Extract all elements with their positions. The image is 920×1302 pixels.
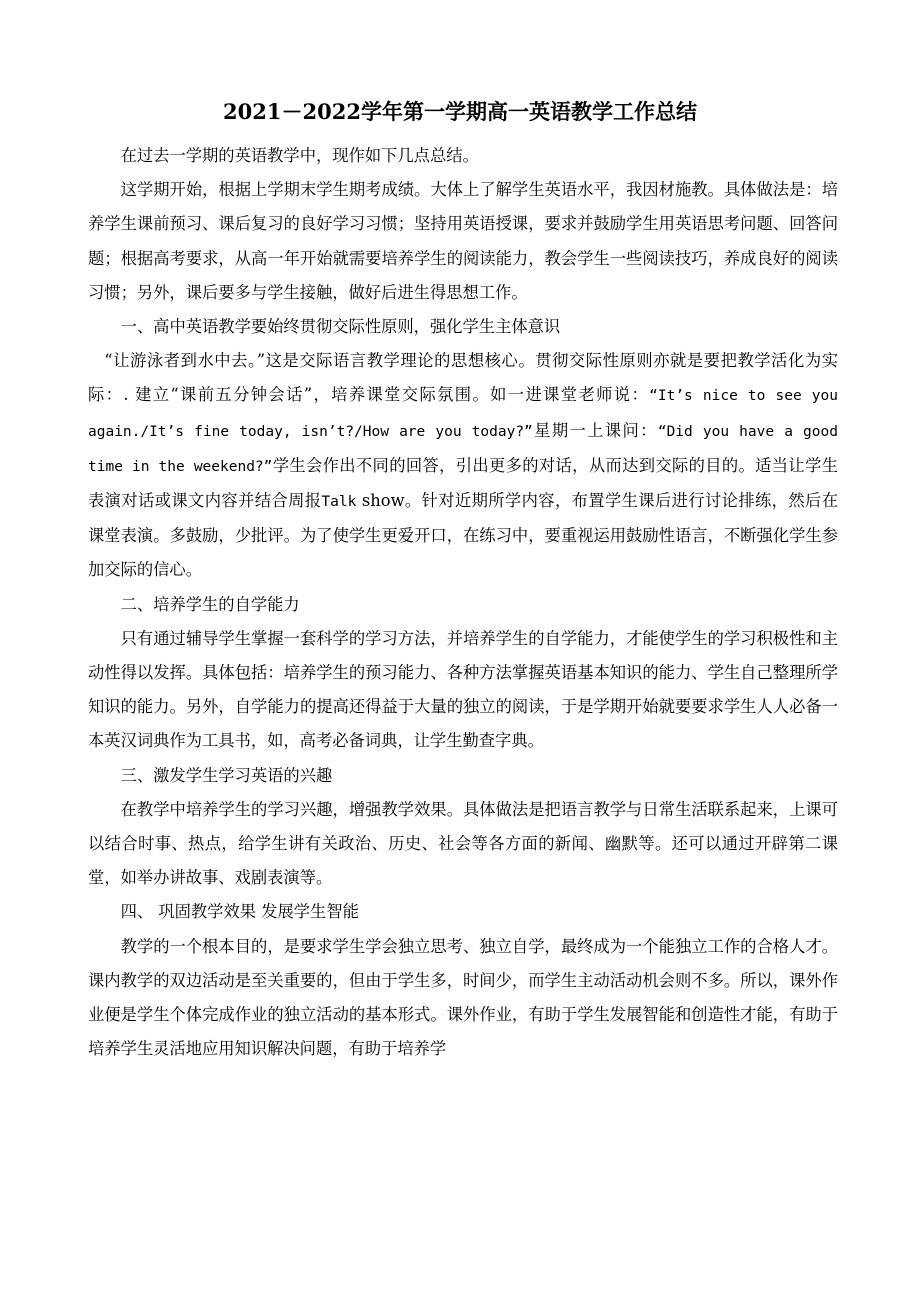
interest-paragraph: 在教学中培养学生的学习兴趣，增强教学效果。具体做法是把语言教学与日常生活联系起来，上课可以结合时事、热点，给学生讲有关政治、历史、社会等各方面的新闻、幽默等。还可以通过开辟第二课堂，如举办讲故事、戏剧表演等。 bbox=[88, 799, 838, 888]
document-title: 2021－2022学年第一学期高一英语教学工作总结 bbox=[223, 99, 697, 124]
communication-text-a: “让游泳者到水中去。”这是交际语言教学理论的思想核心。贯彻交际性原则亦就是要把教学活化为实际：. 建立“课前五分钟会话”，培养课堂交际氛围。如一进课堂老师说： bbox=[88, 351, 838, 405]
section-heading-3: 三、激发学生学习英语的兴趣 bbox=[120, 765, 333, 785]
communication-text-g: show。针对近期所学内容，布置学生课后进行讨论排练，然后在课堂表演。多鼓励，少批评。为了使学生更爱开口，在练习中，要重视运用鼓励性语言，不断强化学生参加交际的信心。 bbox=[88, 491, 838, 580]
english-dialogue-1: “It’s nice to see you again./It’s fine today, isn’t?/How are you today?” bbox=[88, 388, 838, 440]
document-body bbox=[88, 139, 838, 1066]
communication-text-c: 星期一上课问： bbox=[532, 420, 658, 440]
section-heading-2: 二、培养学生的自学能力 bbox=[120, 594, 300, 614]
consolidation-paragraph: 教学的一个根本目的，是要求学生学会独立思考、独立自学，最终成为一个能独立工作的合格人才。课内教学的双边活动是至关重要的，但由于学生多，时间少，而学生主动活动机会则不多。所以，课外作业便是学生个体完成作业的独立活动的基本形式。课外作业，有助于学生发展智能和创造性才能，有助于培养学生灵活地应用知识解决问题，有助于培养学 bbox=[88, 936, 838, 1059]
communication-paragraph bbox=[88, 344, 838, 587]
overview-paragraph: 这学期开始，根据上学期末学生期考成绩。大体上了解学生英语水平，我因材施教。具体做法是：培养学生课前预习、课后复习的良好学习习惯；坚持用英语授课，要求并鼓励学生用英语思考问题、回答问题；根据高考要求，从高一年开始就需要培养学生的阅读能力，教会学生一些阅读技巧，养成良好的阅读习惯；另外，课后要多与学生接触，做好后进生得思想工作。 bbox=[88, 180, 838, 302]
section-heading-1: 一、高中英语教学要始终贯彻交际性原则，强化学生主体意识 bbox=[120, 317, 561, 337]
section-heading-4: 四、 巩固教学效果 发展学生智能 bbox=[120, 902, 359, 922]
self-study-paragraph: 只有通过辅导学生掌握一套科学的学习方法，并培养学生的自学能力，才能使学生的学习积极性和主动性得以发挥。具体包括：培养学生的预习能力、各种方法掌握英语基本知识的能力、学生自己整理所学知识的能力。另外，自学能力的提高还得益于大量的独立的阅读，于是学期开始就要要求学生人人必备一本英汉词典作为工具书，如，高考必备词典，让学生勤查字典。 bbox=[88, 628, 838, 751]
english-dialogue-2: “Did you have a good time in the weekend?” bbox=[88, 423, 838, 475]
talk-word: Talk bbox=[321, 494, 357, 511]
communication-text-e: 学生会作出不同的回答，引出更多的对话，从而达到交际的目的。适当让学生表演对话或课文内容并结合周报 bbox=[88, 455, 838, 511]
intro-paragraph: 在过去一学期的英语教学中，现作如下几点总结。 bbox=[120, 146, 479, 165]
